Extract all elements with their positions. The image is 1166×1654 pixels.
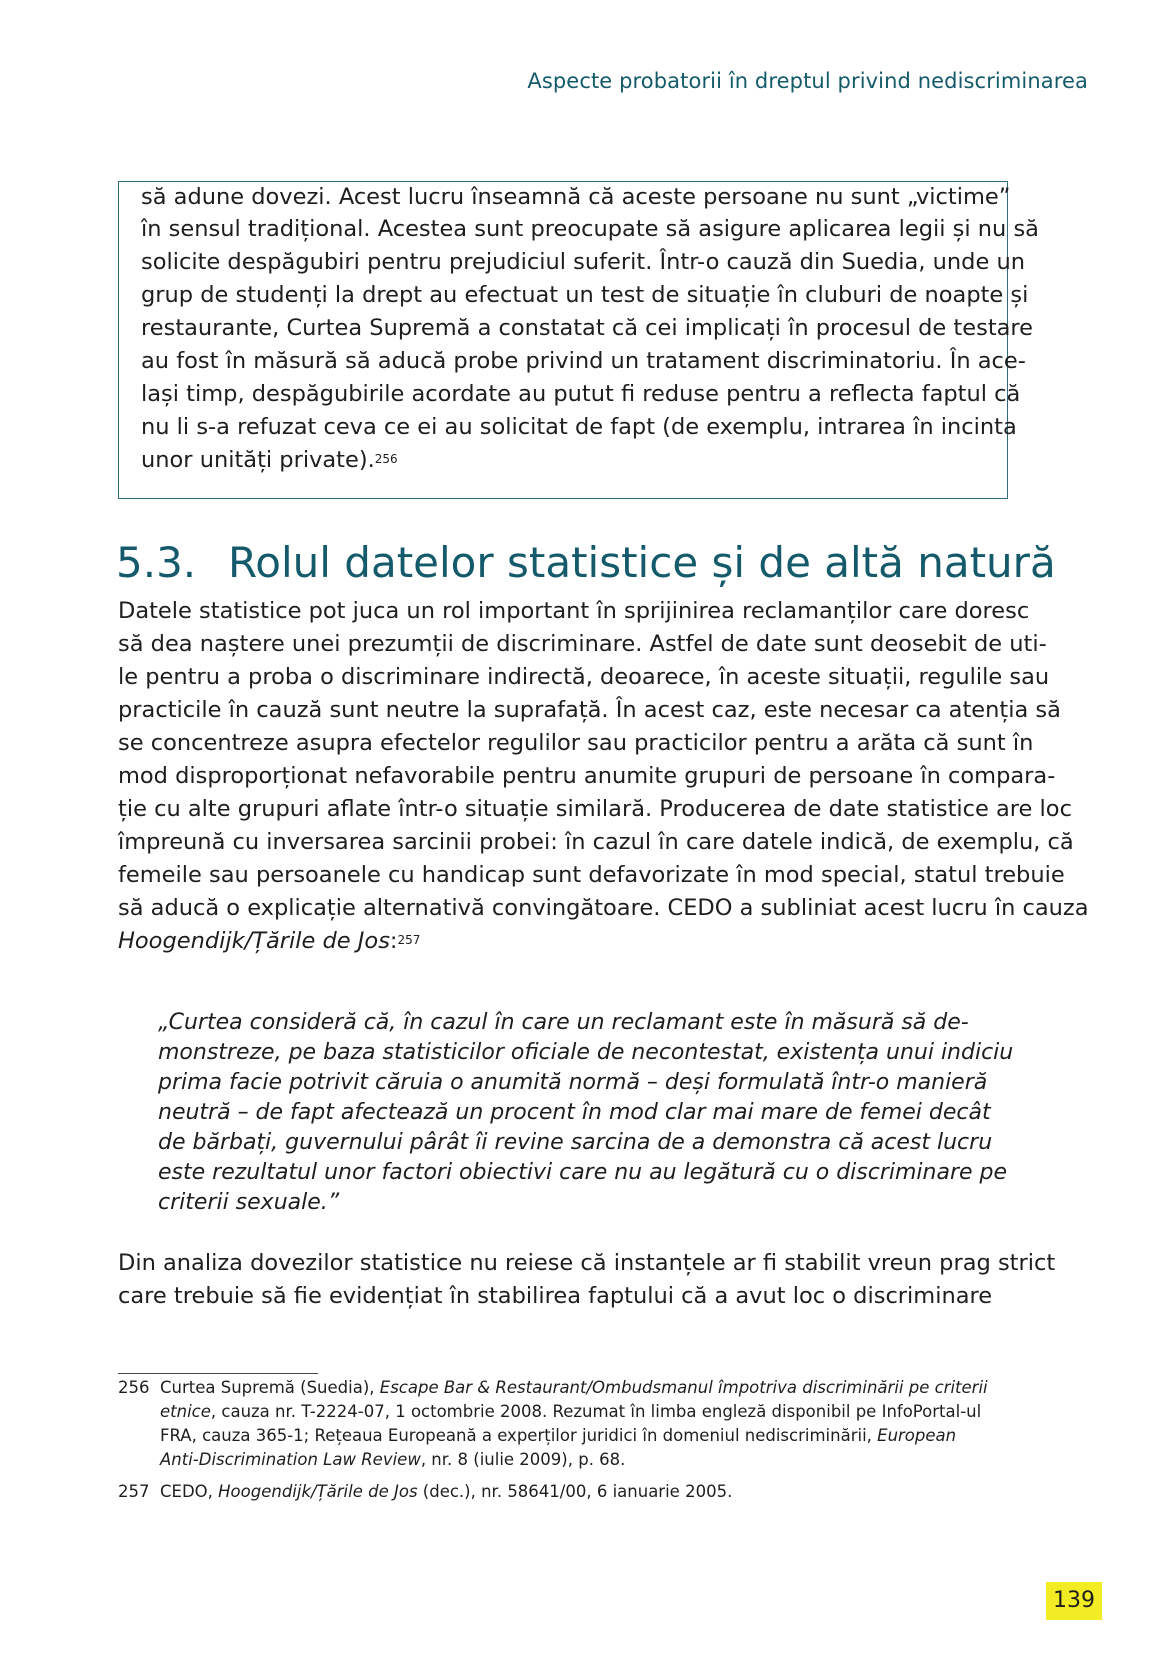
paragraph-line: Din analiza dovezilor statistice nu reiese că instanțele ar fi stabilit vreun prag strict xyxy=(118,1250,1056,1276)
running-header: Aspecte probatorii în dreptul privind nediscriminarea xyxy=(527,69,1088,93)
box-text-line: solicite despăgubiri pentru prejudiciul suferit. Într-o cauză din Suedia, unde un xyxy=(141,249,1025,275)
footnote-line: Anti-Discrimination Law Review, nr. 8 (iulie 2009), p. 68. xyxy=(160,1450,626,1469)
paragraph-line: ție cu alte grupuri aflate într-o situație similară. Producerea de date statistice are loc xyxy=(118,796,1072,822)
quote-line: neutră – de fapt afectează un procent în mod clar mai mare de femei decât xyxy=(158,1100,991,1125)
section-heading xyxy=(116,538,1056,587)
section-title: Rolul datelor statistice și de altă natură xyxy=(228,538,1056,587)
section-number: 5.3. xyxy=(116,538,197,587)
footnote-number: 256 xyxy=(118,1378,150,1397)
paragraph-line: femeile sau persoanele cu handicap sunt defavorizate în mod special, statul trebuie xyxy=(118,862,1065,888)
paragraph-line: să aducă o explicație alternativă convingătoare. CEDO a subliniat acest lucru în cauza xyxy=(118,895,1089,921)
paragraph-line: Hoogendijk/Țările de Jos:$^{257}$ xyxy=(118,928,421,954)
quote-line: prima facie potrivit căruia o anumită normă – deși formulată într-o manieră xyxy=(158,1070,988,1095)
footnote-line: FRA, cauza 365-1; Rețeaua Europeană a experților juridici în domeniul nediscriminării, European xyxy=(160,1426,957,1445)
box-text-line: în sensul tradițional. Acestea sunt preocupate să asigure aplicarea legii și nu să xyxy=(141,216,1039,242)
paragraph-line: împreună cu inversarea sarcinii probei: în cazul în care datele indică, de exemplu, că xyxy=(118,829,1074,855)
footnote-line: etnice, cauza nr. T-2224-07, 1 octombrie 2008. Rezumat în limba engleză disponibil pe InfoPortal-ul xyxy=(160,1402,982,1421)
footnote-ref-256[interactable]: 256 xyxy=(374,452,398,466)
case-name: Hoogendijk/Țările de Jos xyxy=(118,928,390,954)
paragraph-line: practicile în cauză sunt neutre la suprafață. În acest caz, este necesar ca atenția să xyxy=(118,697,1061,723)
paragraph-line: care trebuie să fie evidențiat în stabilirea faptului că a avut loc o discriminare xyxy=(118,1283,993,1309)
quote-line: „Curtea consideră că, în cazul în care un reclamant este în măsură să de- xyxy=(158,1010,969,1035)
footnote-line: CEDO, Hoogendijk/Țările de Jos (dec.), nr. 58641/00, 6 ianuarie 2005. xyxy=(160,1482,733,1501)
paragraph-line: mod disproporționat nefavorabile pentru anumite grupuri de persoane în compara- xyxy=(118,763,1056,789)
box-text-line: să adune dovezi. Acest lucru înseamnă că aceste persoane nu sunt „victime” xyxy=(141,184,1011,210)
paragraph-line: le pentru a proba o discriminare indirectă, deoarece, în aceste situații, regulile sau xyxy=(118,664,1050,690)
paragraph-line: Datele statistice pot juca un rol important în sprijinirea reclamanților care doresc xyxy=(118,598,1030,624)
footnote-line: Curtea Supremă (Suedia), Escape Bar & Restaurant/Ombudsmanul împotriva discriminării pe criterii xyxy=(160,1378,988,1397)
box-text-line: restaurante, Curtea Supremă a constatat că cei implicați în procesul de testare xyxy=(141,315,1034,341)
box-text-line: grup de studenți la drept au efectuat un test de situație în cluburi de noapte și xyxy=(141,282,1029,308)
box-text-line: au fost în măsură să aducă probe privind un tratament discriminatoriu. În ace- xyxy=(141,348,1026,374)
footnote-divider xyxy=(118,1373,318,1374)
paragraph-line: se concentreze asupra efectelor regulilor sau practicilor pentru a arăta că sunt în xyxy=(118,730,1034,756)
page-number: 139 xyxy=(1046,1582,1102,1620)
quote-line: criterii sexuale.” xyxy=(158,1190,340,1215)
footnote-number: 257 xyxy=(118,1482,150,1501)
footnote-ref-257[interactable]: 257 xyxy=(397,933,421,947)
box-text-line: nu li s-a refuzat ceva ce ei au solicitat de fapt (de exemplu, intrarea în incinta xyxy=(141,414,1017,440)
quote-line: de bărbați, guvernului pârât îi revine sarcina de a demonstra că acest lucru xyxy=(158,1130,993,1155)
box-text-line: lași timp, despăgubirile acordate au putut fi reduse pentru a reflecta faptul că xyxy=(141,381,1021,407)
paragraph-line: să dea naștere unei prezumții de discriminare. Astfel de date sunt deosebit de uti- xyxy=(118,631,1047,657)
quote-line: monstreze, pe baza statisticilor oficiale de necontestat, existența unui indiciu xyxy=(158,1040,1014,1065)
quote-line: este rezultatul unor factori obiectivi care nu au legătură cu o discriminare pe xyxy=(158,1160,1008,1185)
box-text-line: unor unități private).$^{256}$ xyxy=(141,447,398,473)
